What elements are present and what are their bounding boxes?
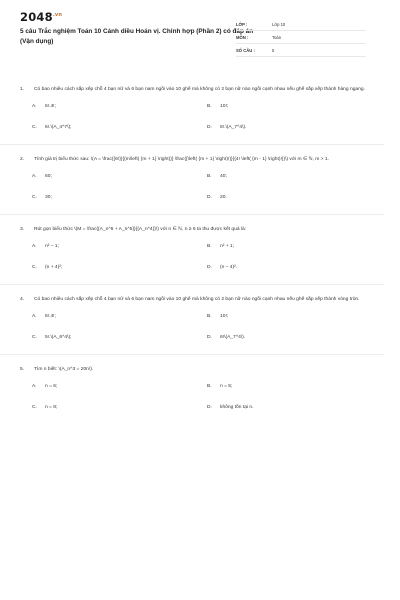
answer-letter: C. xyxy=(32,335,37,340)
answer-letter: D. xyxy=(207,125,212,130)
answer-option[interactable] xyxy=(32,104,207,109)
logo-suffix: .vn xyxy=(52,12,63,19)
question-block xyxy=(20,295,378,355)
answer-option[interactable] xyxy=(32,335,207,340)
answer-text: 6!.4!; xyxy=(45,314,56,319)
answer-letter: B. xyxy=(207,244,212,249)
question-number: 4. xyxy=(20,297,25,302)
question-text: Có bao nhiêu cách sắp xếp chỗ 4 bạn nữ và 6 bạn nam ngồi vào 10 ghế mà không có 2 bạn nữ nào ngồi cạnh nhau nếu ghế sắp xếp thành hàng ngang. xyxy=(34,87,365,92)
meta-value: 5 xyxy=(272,47,275,53)
meta-label: SỐ CÂU : xyxy=(236,47,255,53)
answer-option[interactable] xyxy=(207,335,378,340)
answer-text: (n – 4)². xyxy=(220,265,238,270)
answer-text: 10!; xyxy=(220,314,229,319)
question xyxy=(20,85,378,94)
answer-option[interactable] xyxy=(207,265,378,270)
meta-row-subject xyxy=(236,31,366,44)
answer-letter: B. xyxy=(207,174,212,179)
divider xyxy=(0,214,384,215)
meta-label: LỚP : xyxy=(236,21,248,27)
page-header xyxy=(20,10,378,58)
question-text: Tính giá trị biểu thức sau: \(A = \frac{{6!}}{{m\left( {m + 1} \right)}} \frac{{\left( {m + 1} \right)!}}{{4! \left( {m - 1} \right)!}}\) với m ∈ ℕ, m > 1. xyxy=(34,157,329,162)
answer-options xyxy=(32,244,378,270)
answer-letter: D. xyxy=(207,195,212,200)
answer-options xyxy=(32,104,378,130)
meta-value: Lớp 10 xyxy=(272,21,286,27)
answer-text: 5!.\(A_6^4\); xyxy=(45,335,72,340)
question-number: 5. xyxy=(20,367,25,372)
question-text: Có bao nhiêu cách sắp xếp chỗ 4 bạn nữ và 6 bạn nam ngồi vào 10 ghế mà không có 2 bạn nữ nào ngồi cạnh nhau nếu ghế sắp xếp thành vòng tròn. xyxy=(34,297,360,302)
answer-text: 6!.4!; xyxy=(45,104,56,109)
answer-text: n = 8; xyxy=(45,405,58,410)
answer-letter: D. xyxy=(207,335,212,340)
answer-text: 10!; xyxy=(220,104,229,109)
answer-text: (n + 4)²; xyxy=(45,265,63,270)
answer-option[interactable] xyxy=(32,314,207,319)
question-block xyxy=(20,225,378,285)
answer-options xyxy=(32,384,378,410)
question-number: 2. xyxy=(20,157,25,162)
question-block xyxy=(20,85,378,145)
question xyxy=(20,365,378,374)
question-text: Rút gọn biểu thức \(M = \frac{{A_n^6 + A_n^5}}{{A_n^4}}\) với n ∈ ℕ, n ≥ 6 ta thu được kết quả là: xyxy=(34,227,247,232)
answer-option[interactable] xyxy=(32,125,207,130)
answer-letter: A. xyxy=(32,314,37,319)
answer-option[interactable] xyxy=(207,314,378,319)
answer-option[interactable] xyxy=(32,265,207,270)
meta-value: Toán xyxy=(272,34,282,40)
question-list xyxy=(20,85,378,410)
answer-text: 6!\(A_7^4\). xyxy=(220,335,246,340)
divider xyxy=(0,354,384,355)
answer-letter: A. xyxy=(32,104,37,109)
answer-text: 40; xyxy=(220,174,227,179)
answer-option[interactable] xyxy=(207,405,378,410)
answer-option[interactable] xyxy=(207,104,378,109)
divider xyxy=(0,144,384,145)
answer-letter: D. xyxy=(207,405,212,410)
answer-text: 6!.\(A_7^4\). xyxy=(220,125,247,130)
answer-letter: C. xyxy=(32,405,37,410)
question-block xyxy=(20,155,378,215)
answer-option[interactable] xyxy=(32,174,207,179)
answer-letter: A. xyxy=(32,244,37,249)
answer-text: 20. xyxy=(220,195,227,200)
answer-letter: C. xyxy=(32,125,37,130)
answer-text: không tồn tại n. xyxy=(220,405,254,410)
question-number: 3. xyxy=(20,227,25,232)
quiz-meta xyxy=(236,18,366,57)
answer-letter: B. xyxy=(207,314,212,319)
answer-option[interactable] xyxy=(207,195,378,200)
answer-option[interactable] xyxy=(207,174,378,179)
logo-text: 2048 xyxy=(20,10,53,24)
answer-option[interactable] xyxy=(32,244,207,249)
answer-text: n = 5; xyxy=(220,384,233,389)
answer-letter: C. xyxy=(32,265,37,270)
answer-letter: A. xyxy=(32,174,37,179)
question-number: 1. xyxy=(20,87,25,92)
meta-label: MÔN : xyxy=(236,34,249,40)
answer-text: 60; xyxy=(45,174,52,179)
answer-text: 6!.\(A_4^7\); xyxy=(45,125,72,130)
answer-text: n² + 1; xyxy=(220,244,235,249)
answer-letter: B. xyxy=(207,104,212,109)
answer-option[interactable] xyxy=(32,405,207,410)
answer-option[interactable] xyxy=(207,244,378,249)
question xyxy=(20,155,378,164)
answer-option[interactable] xyxy=(207,125,378,130)
divider xyxy=(0,284,384,285)
answer-option[interactable] xyxy=(32,195,207,200)
answer-letter: A. xyxy=(32,384,37,389)
page-title: 5 câu Trắc nghiệm Toán 10 Cánh diều Hoán vị. Chỉnh hợp (Phần 2) có đáp án (Vận dụng) xyxy=(20,28,254,45)
meta-row-count xyxy=(236,44,366,57)
question-block xyxy=(20,365,378,410)
answer-letter: D. xyxy=(207,265,212,270)
question xyxy=(20,295,378,304)
answer-text: n² – 1; xyxy=(45,244,59,249)
meta-row-class xyxy=(236,18,366,31)
answer-options xyxy=(32,314,378,340)
answer-text: n = 6; xyxy=(45,384,58,389)
answer-options xyxy=(32,174,378,200)
answer-text: 30; xyxy=(45,195,52,200)
answer-option[interactable] xyxy=(207,384,378,389)
answer-letter: C. xyxy=(32,195,37,200)
question xyxy=(20,225,378,234)
answer-letter: B. xyxy=(207,384,212,389)
answer-option[interactable] xyxy=(32,384,207,389)
question-text: Tìm n biết: \(A_n^3 = 20n\). xyxy=(34,367,94,372)
